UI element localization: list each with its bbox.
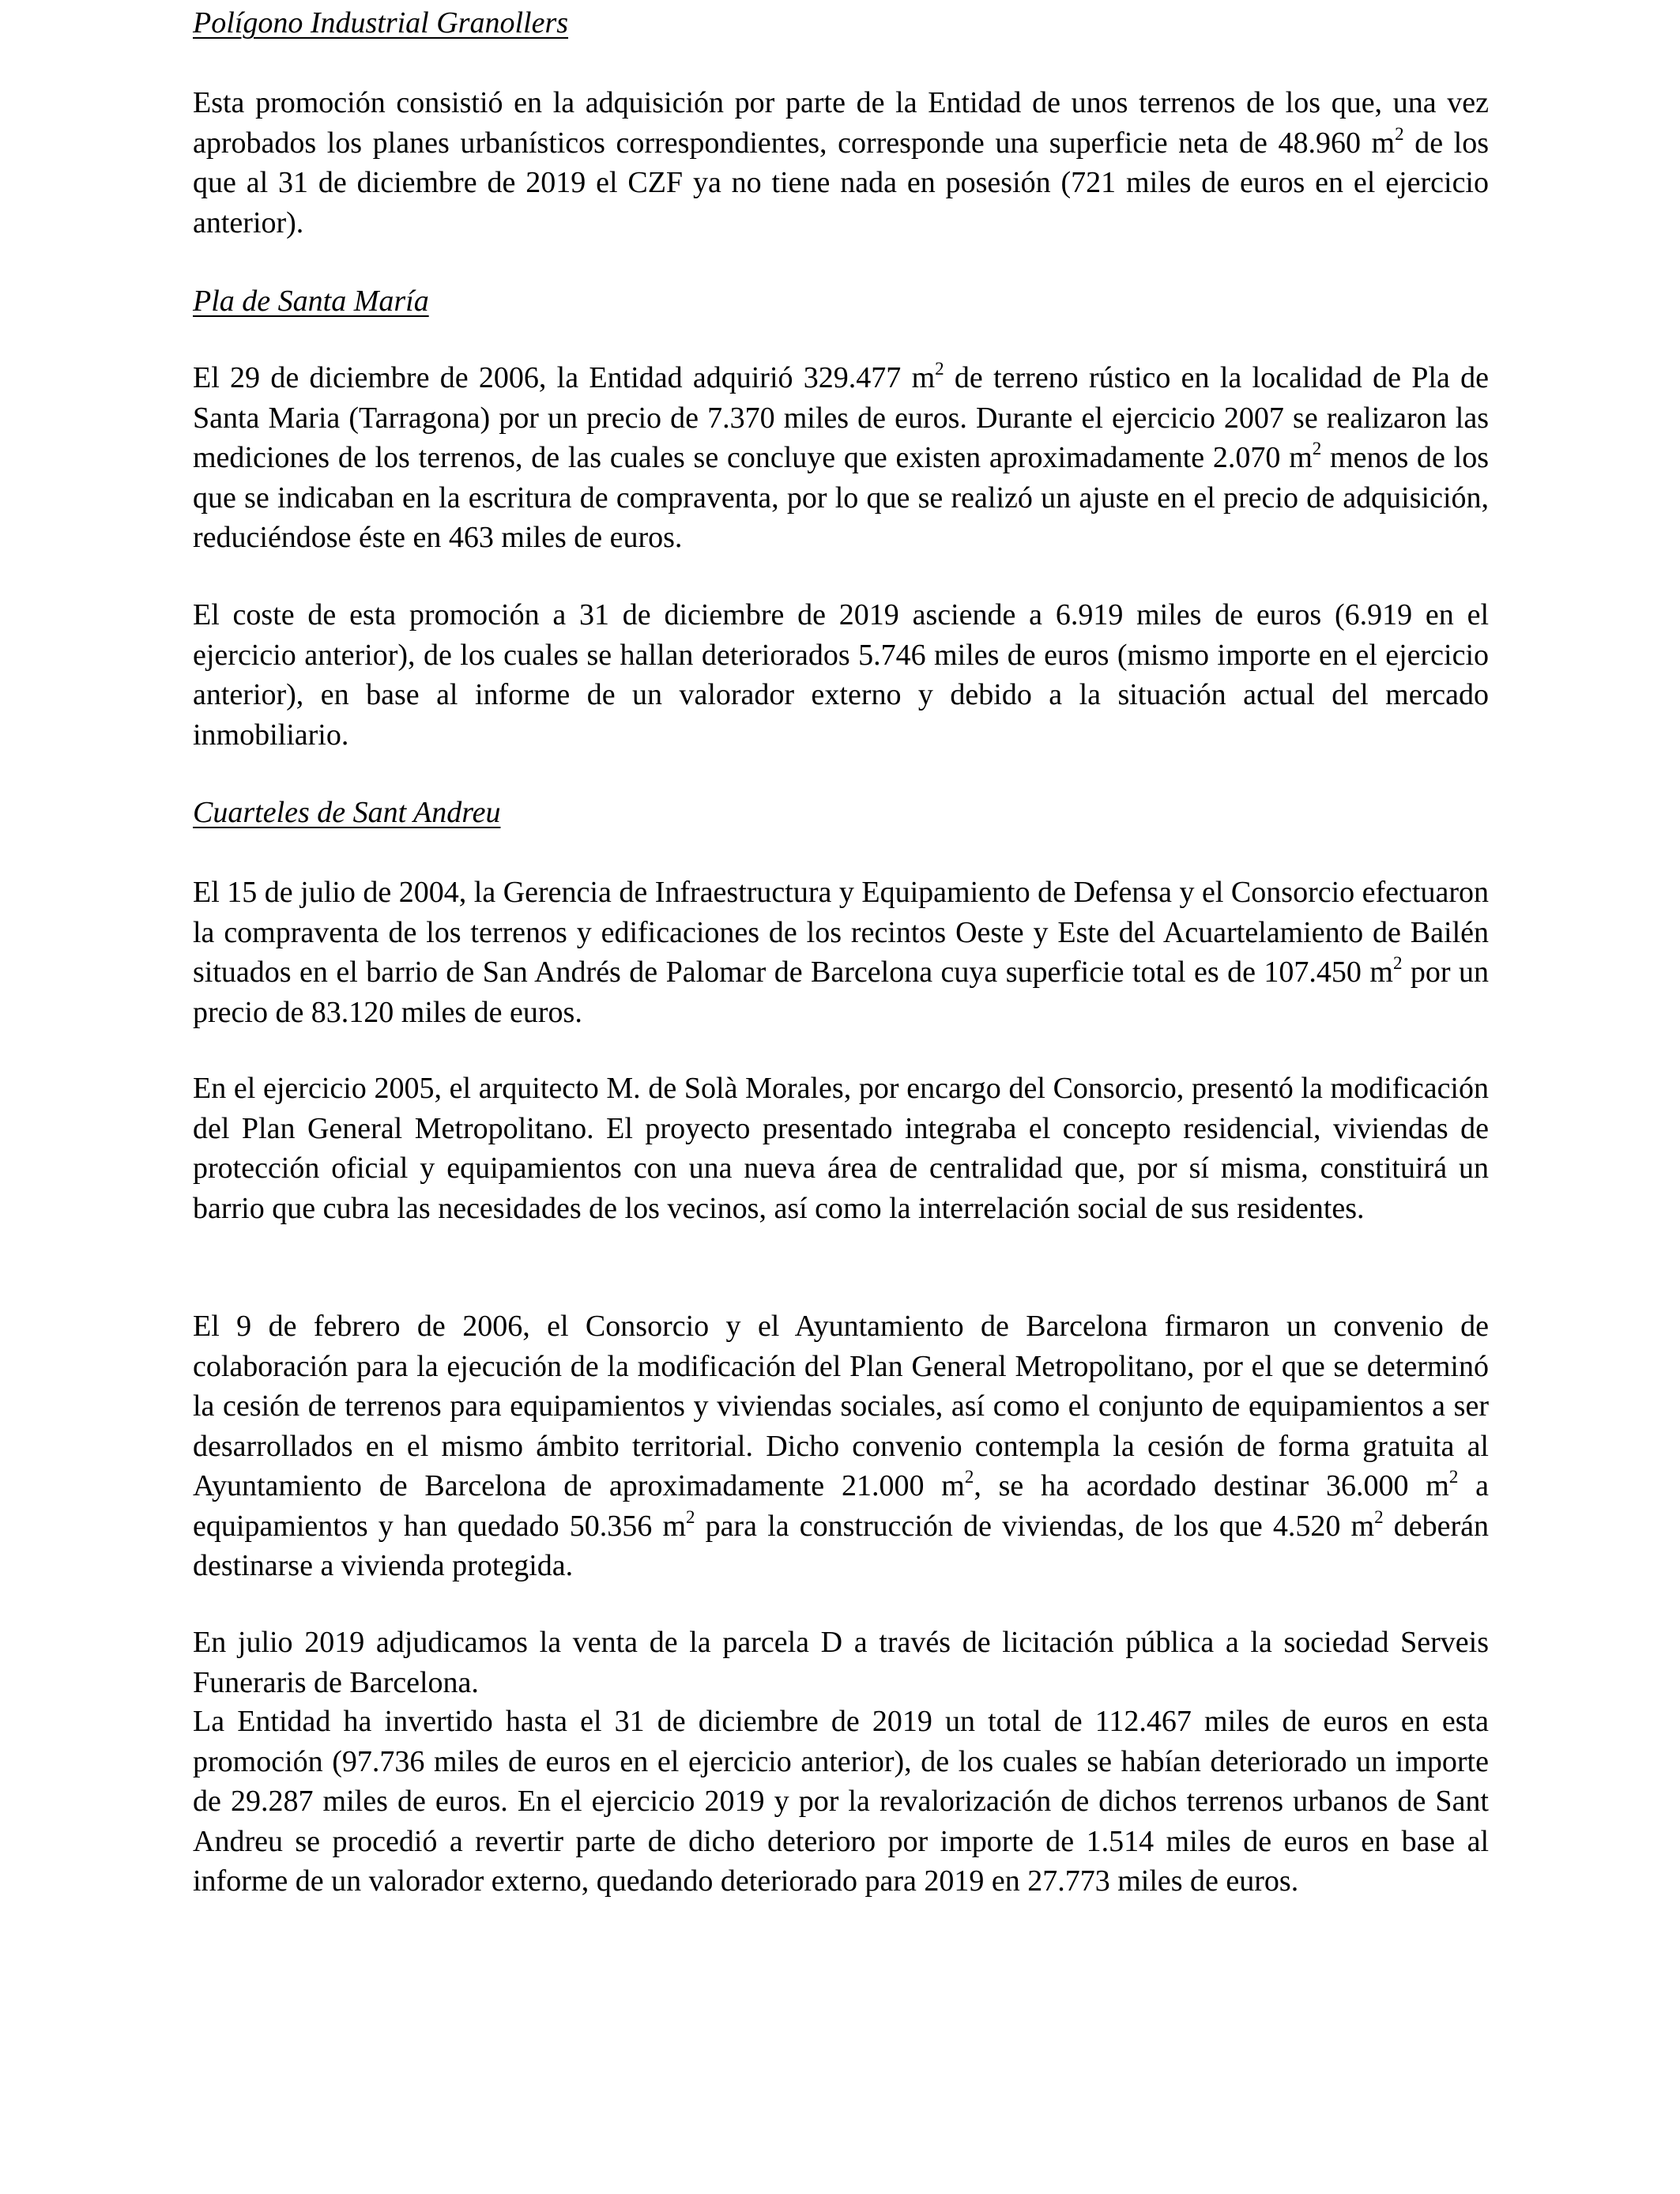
text-run: Esta promoción consistió en la adquisición por parte de la Entidad de unos terrenos de los que, una vez aprobados los planes urbanísticos correspondientes, corresponde una superficie neta de 48.960 m [193, 86, 1489, 160]
paragraph-granollers-1 [193, 83, 1489, 243]
text-run: por un precio de 83.120 miles de euros. [193, 956, 1490, 1029]
paragraph-sant-andreu-2: En el ejercicio 2005, el arquitecto M. de Solà Morales, por encargo del Consorcio, presentó la modificación del Plan General Metropolitano. El proyecto presentado integraba el concepto residencial, viviendas de protección oficial y equipamientos con una nueva área de centralidad que, por sí misma, constituirá un barrio que cubra las necesidades de los vecinos, así como la interrelación social de sus residentes. [193, 1072, 1489, 1225]
text-run: deberán destinarse a vivienda protegida. [193, 1509, 1489, 1582]
text-run: a equipamientos y han quedado 50.356 m [193, 1469, 1490, 1543]
superscript: 2 [1392, 953, 1403, 974]
section-heading-sant-andreu: Cuarteles de Sant Andreu [193, 796, 501, 829]
section-heading-pla-santa-maria: Pla de Santa María [193, 285, 429, 318]
paragraph-pla-2: El coste de esta promoción a 31 de diciembre de 2019 asciende a 6.919 miles de euros (6.919 en el ejercicio anterior), de los cuales se hallan deteriorados 5.746 miles de euros (mismo importe en el ejercicio anterior), en base al informe de un valorador externo y debido a la situación actual del mercado inmobiliario. [193, 598, 1489, 752]
text-run: El 29 de diciembre de 2006, la Entidad adquirió 329.477 m [193, 361, 936, 394]
paragraph-sant-andreu-4: En julio 2019 adjudicamos la venta de la parcela D a través de licitación pública a la sociedad Serveis Funeraris de Barcelona. [193, 1626, 1489, 1699]
paragraph-sant-andreu-5: La Entidad ha invertido hasta el 31 de diciembre de 2019 un total de 112.467 miles de euros en esta promoción (97.736 miles de euros en el ejercicio anterior), de los cuales se habían deteriorado un importe de 29.287 miles de euros. En el ejercicio 2019 y por la revalorización de dichos terrenos urbanos de Sant Andreu se procedió a revertir parte de dicho deterioro por importe de 1.514 miles de euros en base al informe de un valorador externo, quedando deteriorado para 2019 en 27.773 miles de euros. [193, 1705, 1489, 1898]
text-run: El 15 de julio de 2004, la Gerencia de Infraestructura y Equipamiento de Defensa y el Consorcio efectuaron la compraventa de los terrenos y edificaciones de los recintos Oeste y Este del Acuartelamiento de Bailén situados en el barrio de San Andrés de Palomar de Barcelona cuya superficie total es de 107.450 m [193, 876, 1489, 989]
superscript: 2 [964, 1467, 974, 1487]
text-run: de los que al 31 de diciembre de 2019 el CZF ya no tiene nada en posesión (721 miles de euros en el ejercicio anterior). [193, 126, 1489, 239]
superscript: 2 [686, 1506, 695, 1527]
text-run: , se ha acordado destinar 36.000 m [974, 1469, 1449, 1502]
text-run: menos de los que se indicaban en la escritura de compraventa, por lo que se realizó un ajuste en el precio de adquisición, reduciéndose éste en 463 miles de euros. [193, 441, 1489, 554]
superscript: 2 [1312, 439, 1322, 459]
text-run: para la construcción de viviendas, de los que 4.520 m [695, 1509, 1375, 1543]
section-heading-granollers: Polígono Industrial Granollers [193, 6, 569, 40]
paragraph-sant-andreu-1 [193, 873, 1489, 1032]
superscript: 2 [1374, 1506, 1384, 1527]
text-run: El 9 de febrero de 2006, el Consorcio y el Ayuntamiento de Barcelona firmaron un convenio de colaboración para la ejecución de la modificación del Plan General Metropolitano, por el que se determinó la cesión de terrenos para equipamientos y viviendas sociales, así como el conjunto de equipamientos a ser desarrollados en el mismo ámbito territorial. Dicho convenio contempla la cesión de forma gratuita al Ayuntamiento de Barcelona de aproximadamente 21.000 m [193, 1310, 1489, 1502]
text-run: de terreno rústico en la localidad de Pla de Santa Maria (Tarragona) por un precio de 7.370 miles de euros. Durante el ejercicio 2007 se realizaron las mediciones de los terrenos, de las cuales se concluye que existen aproximadamente 2.070 m [193, 361, 1489, 474]
paragraph-sant-andreu-3 [193, 1306, 1489, 1586]
superscript: 2 [935, 359, 944, 379]
superscript: 2 [1448, 1467, 1459, 1487]
paragraph-pla-1 [193, 358, 1489, 558]
superscript: 2 [1395, 123, 1404, 144]
